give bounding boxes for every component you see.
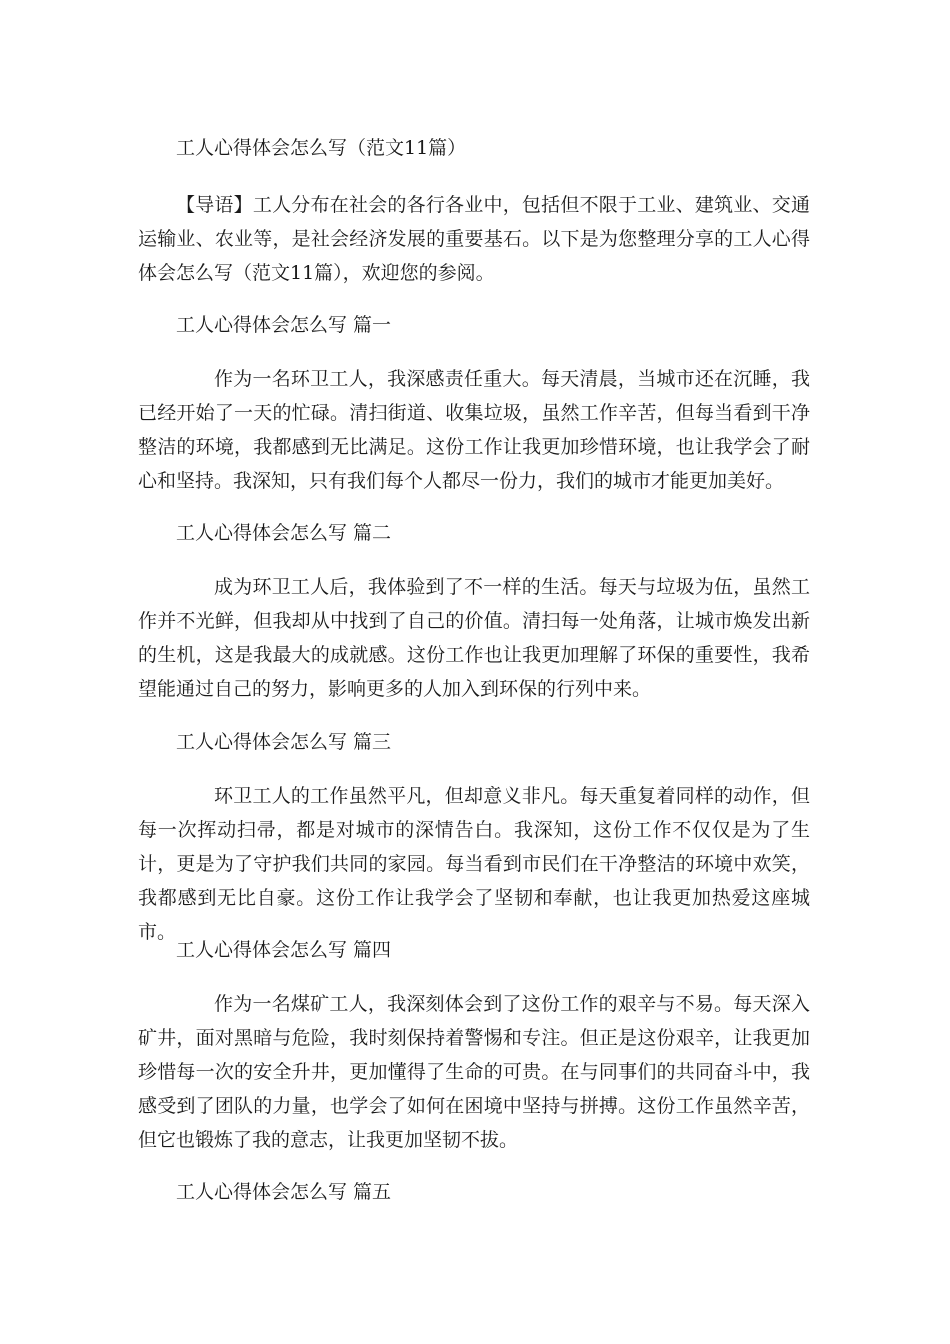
section-heading-3: 工人心得体会怎么写 篇三	[176, 731, 392, 753]
section-heading-1: 工人心得体会怎么写 篇一	[176, 314, 392, 336]
section-body-1: 作为一名环卫工人，我深感责任重大。每天清晨，当城市还在沉睡，我已经开始了一天的忙碌。清扫街道、收集垃圾，虽然工作辛苦，但每当看到干净整洁的环境，我都感到无比满足。这份工作让我更加珍惜环境，也让我学会了耐心和坚持。我深知，只有我们每个人都尽一份力，我们的城市才能更加美好。	[138, 368, 810, 492]
section-body-4: 作为一名煤矿工人，我深刻体会到了这份工作的艰辛与不易。每天深入矿井，面对黑暗与危险，我时刻保持着警惕和专注。但正是这份艰辛，让我更加珍惜每一次的安全升井，更加懂得了生命的可贵。在与同事们的共同奋斗中，我感受到了团队的力量，也学会了如何在困境中坚持与拼搏。这份工作虽然辛苦，但它也锻炼了我的意志，让我更加坚韧不拔。	[138, 993, 810, 1151]
section-heading-2: 工人心得体会怎么写 篇二	[176, 522, 392, 544]
section-body-3: 环卫工人的工作虽然平凡，但却意义非凡。每天重复着同样的动作，但每一次挥动扫帚，都是对城市的深情告白。我深知，这份工作不仅仅是为了生计，更是为了守护我们共同的家园。每当看到市民们在干净整洁的环境中欢笑，我都感到无比自豪。这份工作让我学会了坚韧和奉献，也让我更加热爱这座城市。	[138, 785, 810, 943]
section-heading-4: 工人心得体会怎么写 篇四	[176, 939, 392, 961]
intro-paragraph: 【导语】工人分布在社会的各行各业中，包括但不限于工业、建筑业、交通运输业、农业等，是社会经济发展的重要基石。以下是为您整理分享的工人心得体会怎么写（范文11篇），欢迎您的参阅。	[138, 194, 810, 284]
section-body-2: 成为环卫工人后，我体验到了不一样的生活。每天与垃圾为伍，虽然工作并不光鲜，但我却从中找到了自己的价值。清扫每一处角落，让城市焕发出新的生机，这是我最大的成就感。这份工作也让我更加理解了环保的重要性，我希望能通过自己的努力，影响更多的人加入到环保的行列中来。	[138, 576, 810, 700]
document-title: 工人心得体会怎么写（范文11篇）	[176, 137, 467, 159]
section-heading-5: 工人心得体会怎么写 篇五	[176, 1181, 392, 1203]
